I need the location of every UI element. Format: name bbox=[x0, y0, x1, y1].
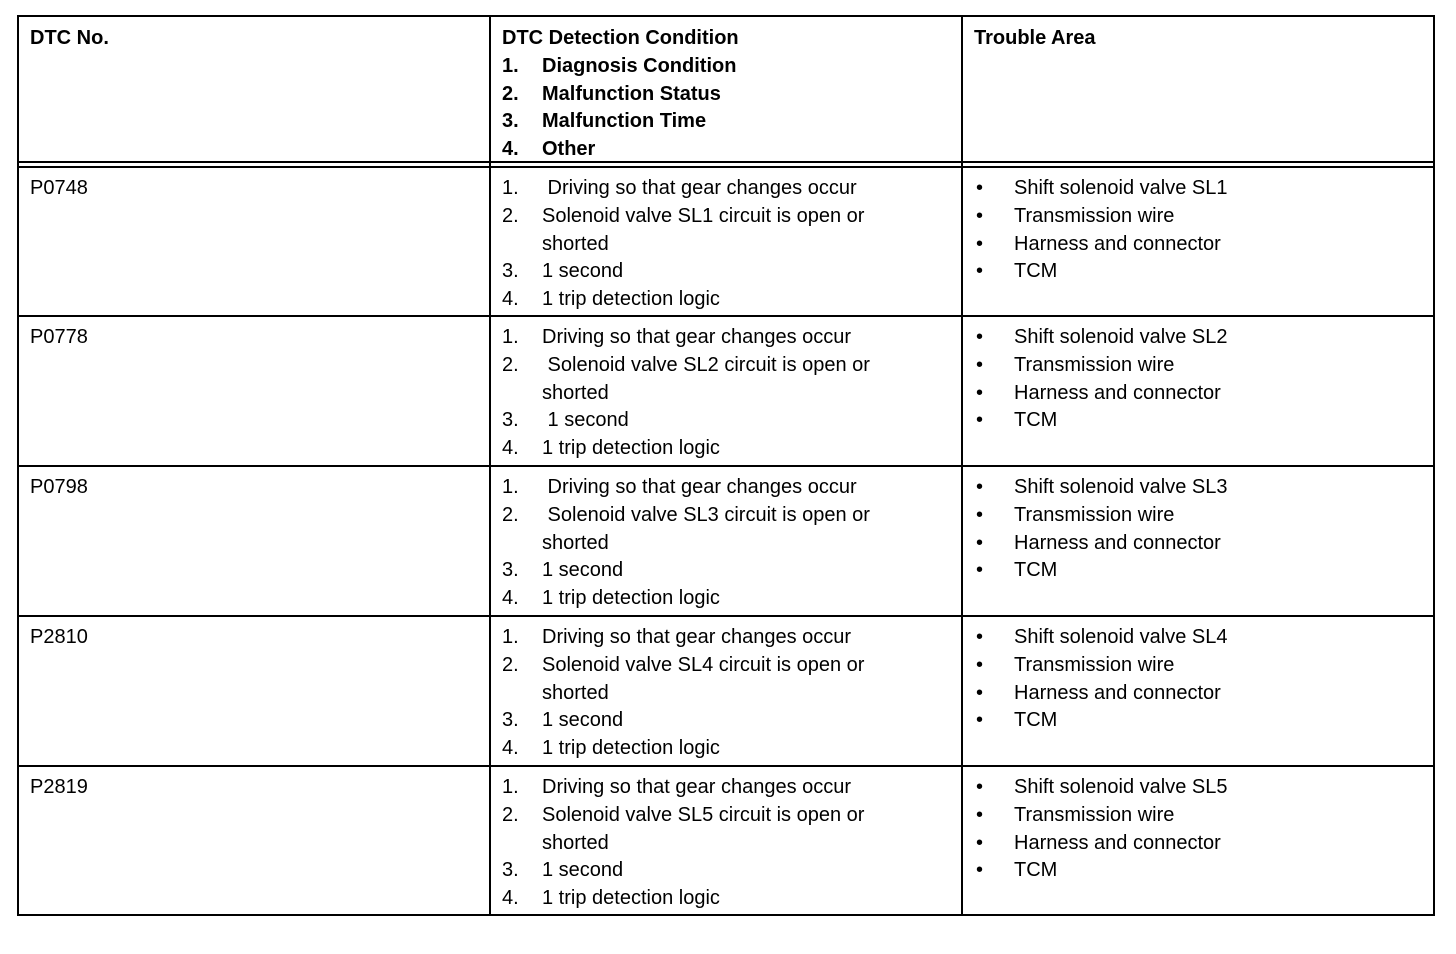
item-number: 3. bbox=[502, 709, 519, 732]
item-text: Solenoid valve SL1 circuit is open or bbox=[542, 204, 865, 227]
item-text: TCM bbox=[1014, 260, 1058, 283]
item-text: Malfunction Time bbox=[542, 110, 707, 133]
bullet-icon: • bbox=[976, 381, 984, 404]
item-text: Transmission wire bbox=[1014, 353, 1175, 376]
trouble-area-item bbox=[974, 324, 1227, 352]
bullet-icon: • bbox=[976, 803, 984, 826]
item-number: 4. bbox=[502, 887, 519, 910]
condition-item bbox=[502, 624, 864, 652]
bullet-icon: • bbox=[976, 476, 984, 498]
trouble-area-item bbox=[974, 407, 1227, 435]
trouble-area-item bbox=[974, 857, 1227, 885]
condition-item bbox=[502, 735, 864, 763]
item-text: 1 second bbox=[542, 260, 624, 283]
item-text: Driving so that gear changes occur bbox=[542, 326, 852, 348]
trouble-area-list bbox=[974, 175, 1227, 286]
condition-item bbox=[502, 857, 864, 885]
header-condition-item bbox=[502, 108, 739, 136]
trouble-area-list bbox=[974, 324, 1227, 435]
item-text: Transmission wire bbox=[1014, 653, 1175, 676]
item-text: TCM bbox=[1014, 709, 1058, 732]
trouble-area-item bbox=[974, 474, 1227, 502]
item-text: shorted bbox=[542, 831, 609, 854]
item-number: 2. bbox=[502, 653, 519, 676]
item-text: 1 trip detection logic bbox=[542, 587, 720, 610]
dtc-code: P0798 bbox=[30, 476, 88, 498]
item-number: 4. bbox=[502, 587, 519, 610]
header-condition-title: DTC Detection Condition bbox=[502, 27, 739, 49]
item-number: 1. bbox=[502, 476, 519, 498]
item-text: shorted bbox=[542, 681, 609, 704]
item-number: 3. bbox=[502, 559, 519, 582]
item-text: TCM bbox=[1014, 559, 1058, 582]
item-text: Harness and connector bbox=[1014, 831, 1221, 854]
condition-item bbox=[502, 802, 864, 858]
table-rule bbox=[17, 914, 1435, 916]
detection-condition-list bbox=[502, 175, 864, 314]
item-number: 1. bbox=[502, 54, 519, 77]
trouble-area-item bbox=[974, 774, 1227, 802]
item-text: Shift solenoid valve SL1 bbox=[1014, 177, 1228, 199]
table-rule bbox=[17, 315, 1435, 317]
detection-condition-list bbox=[502, 774, 864, 913]
condition-item bbox=[502, 707, 864, 735]
item-number: 4. bbox=[502, 138, 519, 161]
column-rule bbox=[1433, 15, 1435, 916]
condition-item bbox=[502, 474, 870, 502]
bullet-icon: • bbox=[976, 177, 984, 199]
column-rule bbox=[17, 15, 19, 916]
item-number: 2. bbox=[502, 82, 519, 105]
item-text: Malfunction Status bbox=[542, 82, 721, 105]
item-text: Solenoid valve SL5 circuit is open or bbox=[542, 803, 865, 826]
header-dtc-no: DTC No. bbox=[30, 27, 109, 49]
bullet-icon: • bbox=[976, 653, 984, 676]
item-text: Shift solenoid valve SL5 bbox=[1014, 776, 1228, 798]
item-number: 4. bbox=[502, 288, 519, 311]
item-text: shorted bbox=[542, 381, 609, 404]
trouble-area-item bbox=[974, 624, 1227, 652]
trouble-area-item bbox=[974, 231, 1227, 259]
dtc-code: P0748 bbox=[30, 177, 88, 199]
header-condition-item bbox=[502, 136, 739, 164]
condition-item bbox=[502, 203, 864, 259]
bullet-icon: • bbox=[976, 831, 984, 854]
item-text: Solenoid valve SL3 circuit is open or bbox=[542, 503, 870, 526]
item-text: Transmission wire bbox=[1014, 204, 1175, 227]
item-number: 2. bbox=[502, 503, 519, 526]
bullet-icon: • bbox=[976, 260, 984, 283]
item-number: 3. bbox=[502, 260, 519, 283]
bullet-icon: • bbox=[976, 709, 984, 732]
dtc-code: P2810 bbox=[30, 626, 88, 648]
item-number: 3. bbox=[502, 409, 519, 432]
item-number: 1. bbox=[502, 626, 519, 648]
item-text: Harness and connector bbox=[1014, 381, 1221, 404]
table-rule bbox=[17, 615, 1435, 617]
item-number: 2. bbox=[502, 204, 519, 227]
bullet-icon: • bbox=[976, 503, 984, 526]
condition-item bbox=[502, 502, 870, 558]
column-rule bbox=[961, 15, 963, 916]
trouble-area-item bbox=[974, 203, 1227, 231]
table-rule bbox=[17, 465, 1435, 467]
bullet-icon: • bbox=[976, 531, 984, 554]
condition-item bbox=[502, 258, 864, 286]
dtc-code: P2819 bbox=[30, 776, 88, 798]
condition-item bbox=[502, 175, 864, 203]
item-text: Driving so that gear changes occur bbox=[542, 626, 852, 648]
trouble-area-item bbox=[974, 830, 1227, 858]
table-rule bbox=[17, 765, 1435, 767]
item-number: 4. bbox=[502, 737, 519, 760]
item-number: 2. bbox=[502, 803, 519, 826]
item-text: 1 second bbox=[542, 859, 624, 882]
bullet-icon: • bbox=[976, 326, 984, 348]
trouble-area-item bbox=[974, 175, 1227, 203]
item-text: Transmission wire bbox=[1014, 503, 1175, 526]
bullet-icon: • bbox=[976, 559, 984, 582]
detection-condition-list bbox=[502, 324, 870, 463]
item-text: Shift solenoid valve SL3 bbox=[1014, 476, 1228, 498]
item-number: 2. bbox=[502, 353, 519, 376]
item-text: Harness and connector bbox=[1014, 232, 1221, 255]
bullet-icon: • bbox=[976, 232, 984, 255]
item-text: 1 second bbox=[542, 409, 629, 432]
table-rule bbox=[17, 15, 1435, 17]
item-text: Driving so that gear changes occur bbox=[542, 476, 857, 498]
item-text: TCM bbox=[1014, 409, 1058, 432]
trouble-area-item bbox=[974, 258, 1227, 286]
header-trouble-area: Trouble Area bbox=[974, 27, 1096, 49]
trouble-area-item bbox=[974, 557, 1227, 585]
item-number: 4. bbox=[502, 437, 519, 460]
item-text: Driving so that gear changes occur bbox=[542, 177, 857, 199]
detection-condition-list bbox=[502, 624, 864, 763]
trouble-area-list bbox=[974, 624, 1227, 735]
item-text: Driving so that gear changes occur bbox=[542, 776, 852, 798]
trouble-area-item bbox=[974, 502, 1227, 530]
item-number: 1. bbox=[502, 177, 519, 199]
dtc-code: P0778 bbox=[30, 326, 88, 348]
header-condition-item bbox=[502, 53, 739, 81]
condition-item bbox=[502, 435, 870, 463]
item-text: 1 second bbox=[542, 559, 624, 582]
bullet-icon: • bbox=[976, 204, 984, 227]
trouble-area-item bbox=[974, 802, 1227, 830]
item-text: shorted bbox=[542, 232, 609, 255]
item-text: Harness and connector bbox=[1014, 681, 1221, 704]
header-detection-condition bbox=[502, 25, 739, 164]
item-text: Shift solenoid valve SL4 bbox=[1014, 626, 1228, 648]
trouble-area-list bbox=[974, 774, 1227, 885]
bullet-icon: • bbox=[976, 409, 984, 432]
trouble-area-item bbox=[974, 530, 1227, 558]
item-number: 3. bbox=[502, 859, 519, 882]
item-text: 1 second bbox=[542, 709, 624, 732]
bullet-icon: • bbox=[976, 859, 984, 882]
item-text: Other bbox=[542, 138, 596, 161]
item-text: TCM bbox=[1014, 859, 1058, 882]
item-number: 1. bbox=[502, 776, 519, 798]
trouble-area-item bbox=[974, 707, 1227, 735]
item-text: Solenoid valve SL2 circuit is open or bbox=[542, 353, 870, 376]
condition-item bbox=[502, 324, 870, 352]
condition-item bbox=[502, 286, 864, 314]
column-rule bbox=[489, 15, 491, 916]
condition-item bbox=[502, 407, 870, 435]
item-text: 1 trip detection logic bbox=[542, 737, 720, 760]
condition-item bbox=[502, 774, 864, 802]
condition-item bbox=[502, 352, 870, 408]
item-text: Transmission wire bbox=[1014, 803, 1175, 826]
bullet-icon: • bbox=[976, 353, 984, 376]
detection-condition-list bbox=[502, 474, 870, 613]
condition-item bbox=[502, 585, 870, 613]
trouble-area-item bbox=[974, 352, 1227, 380]
dtc-table bbox=[17, 15, 1435, 916]
condition-item bbox=[502, 557, 870, 585]
item-text: Harness and connector bbox=[1014, 531, 1221, 554]
item-text: Solenoid valve SL4 circuit is open or bbox=[542, 653, 865, 676]
trouble-area-list bbox=[974, 474, 1227, 585]
item-text: 1 trip detection logic bbox=[542, 288, 720, 311]
trouble-area-item bbox=[974, 652, 1227, 680]
header-double-rule bbox=[17, 166, 1435, 168]
item-text: Shift solenoid valve SL2 bbox=[1014, 326, 1228, 348]
item-text: 1 trip detection logic bbox=[542, 437, 720, 460]
item-text: shorted bbox=[542, 531, 609, 554]
bullet-icon: • bbox=[976, 776, 984, 798]
condition-item bbox=[502, 885, 864, 913]
item-text: 1 trip detection logic bbox=[542, 887, 720, 910]
trouble-area-item bbox=[974, 680, 1227, 708]
bullet-icon: • bbox=[976, 681, 984, 704]
item-number: 3. bbox=[502, 110, 519, 133]
item-text: Diagnosis Condition bbox=[542, 54, 737, 77]
condition-item bbox=[502, 652, 864, 708]
header-condition-item bbox=[502, 81, 739, 109]
trouble-area-item bbox=[974, 380, 1227, 408]
item-number: 1. bbox=[502, 326, 519, 348]
bullet-icon: • bbox=[976, 626, 984, 648]
